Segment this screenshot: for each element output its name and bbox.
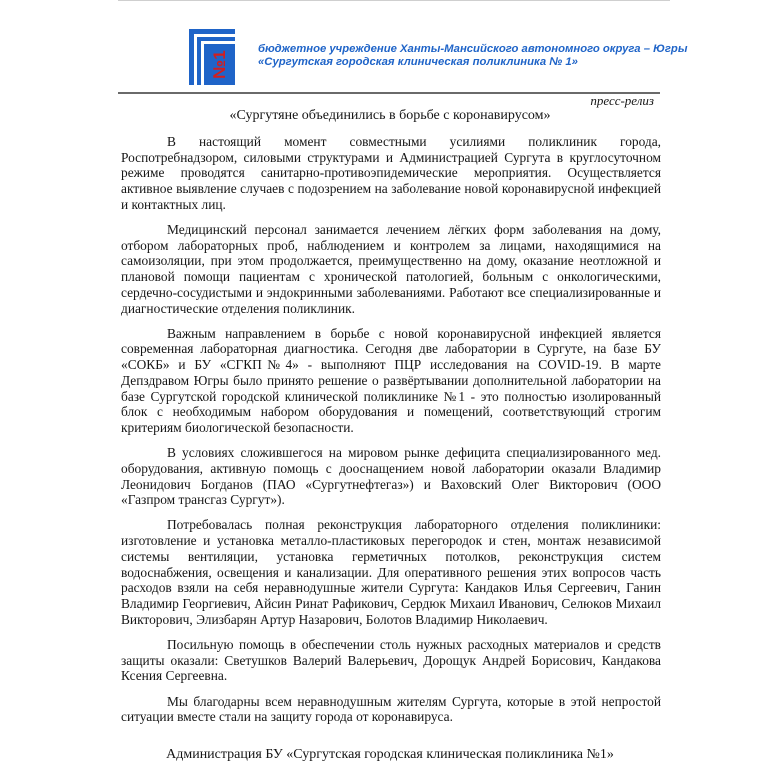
header-rule [118,92,660,94]
logo-left-bar [189,29,194,85]
clinic-logo [189,29,235,85]
organization-name [258,43,688,69]
logo-number: №1 [210,50,229,79]
paragraph: Посильную помощь в обеспечении столь нужных расходных материалов и средств защиты оказали: Светушков Валерий Валерьевич, Дорощук Андрей Борисович, Кандакова Ксения Сергеевна. [121,636,661,684]
paragraph: Медицинский персонал занимается лечением лёгких форм заболевания на дому, отбором лабораторных проб, наблюдением и контролем за лицами, находящимися на самоизоляции, при этом продолжается, преимущественно на дому, оказание неотложной и плановой помощи пациентам с хронической патологией, больным с онкологическими, сердечно-сосудистыми и эндокринными заболеваниями. Работают все специализированные и диагностические отделения поликлиник. [121,222,661,316]
org-line-2: «Сургутская городская клиническая поликлиника № 1» [258,56,578,68]
paragraph: В условиях сложившегося на мировом рынке дефицита специализированного мед. оборудования, активную помощь с дооснащением новой лаборатории оказали Владимир Леонидович Богданов (ПАО «Сургутнефтегаз») и Ваховский Олег Викторович (ООО «Газпром трансгаз Сургут»). [121,445,661,508]
document-title: «Сургутяне объединились в борьбе с коронавирусом» [229,108,551,123]
org-line-1: бюджетное учреждение Ханты-Мансийского автономного округа – Югры [258,43,688,55]
paragraph: Важным направлением в борьбе с новой коронавирусной инфекцией является современная лабораторная диагностика. Сегодня две лаборатории в Сургуте, на базе БУ «СОКБ» и БУ «СГКП№4» - выполняют ПЦР исследования на COVID-19. В марте Депздравом Югры было принято решение о развёртывании дополнительной лаборатории на базе Сургутской городской клинической поликлинике №1 - это полностью изолированный блок с необходимым набором оборудования и помещений, соответствующий строгим критериям биологической безопасности. [121,325,661,435]
paragraph: Мы благодарны всем неравнодушным жителям Сургута, которые в этой непростой ситуации вместе стали на защиту города от коронавируса. [121,693,661,725]
top-rule [118,0,670,1]
logo-inner-left-bar [197,37,201,85]
paragraph: Потребовалась полная реконструкция лабораторного отделения поликлиники: изготовление и установка металло-пластиковых перегородок и стен, монтаж независимой системы вентиляции, установка герметичных потолков, реконструкция систем водоснабжения, освещения и канализации. Для оперативного решения этих вопросов часть расходов взяли на себя неравнодушные жители Сургута: Кандаков Илья Сергеевич, Ганин Владимир Георгиевич, Айсин Ринат Рафикович, Сердюк Михаил Иванович, Селюков Михаил Викторович, Элизбарян Артур Назарович, Болотов Владимир Николаевич. [121,517,661,627]
logo-inner-bar [197,37,235,41]
signature: Администрация БУ «Сургутская городская клиническая поликлиника №1» [166,747,614,762]
logo-top-bar [189,29,235,34]
document-body [121,134,661,734]
paragraph: В настоящий момент совместными усилиями поликлиник города, Роспотребнадзором, силовыми структурами и Администрацией Сургута в круглосуточном режиме проводятся санитарно-противоэпидемические мероприятия. Осуществляется активное выявление случаев с подозрением на заболевание новой коронавирусной инфекцией и контактных лиц. [121,134,661,212]
press-release-label: пресс-релиз [590,93,654,108]
